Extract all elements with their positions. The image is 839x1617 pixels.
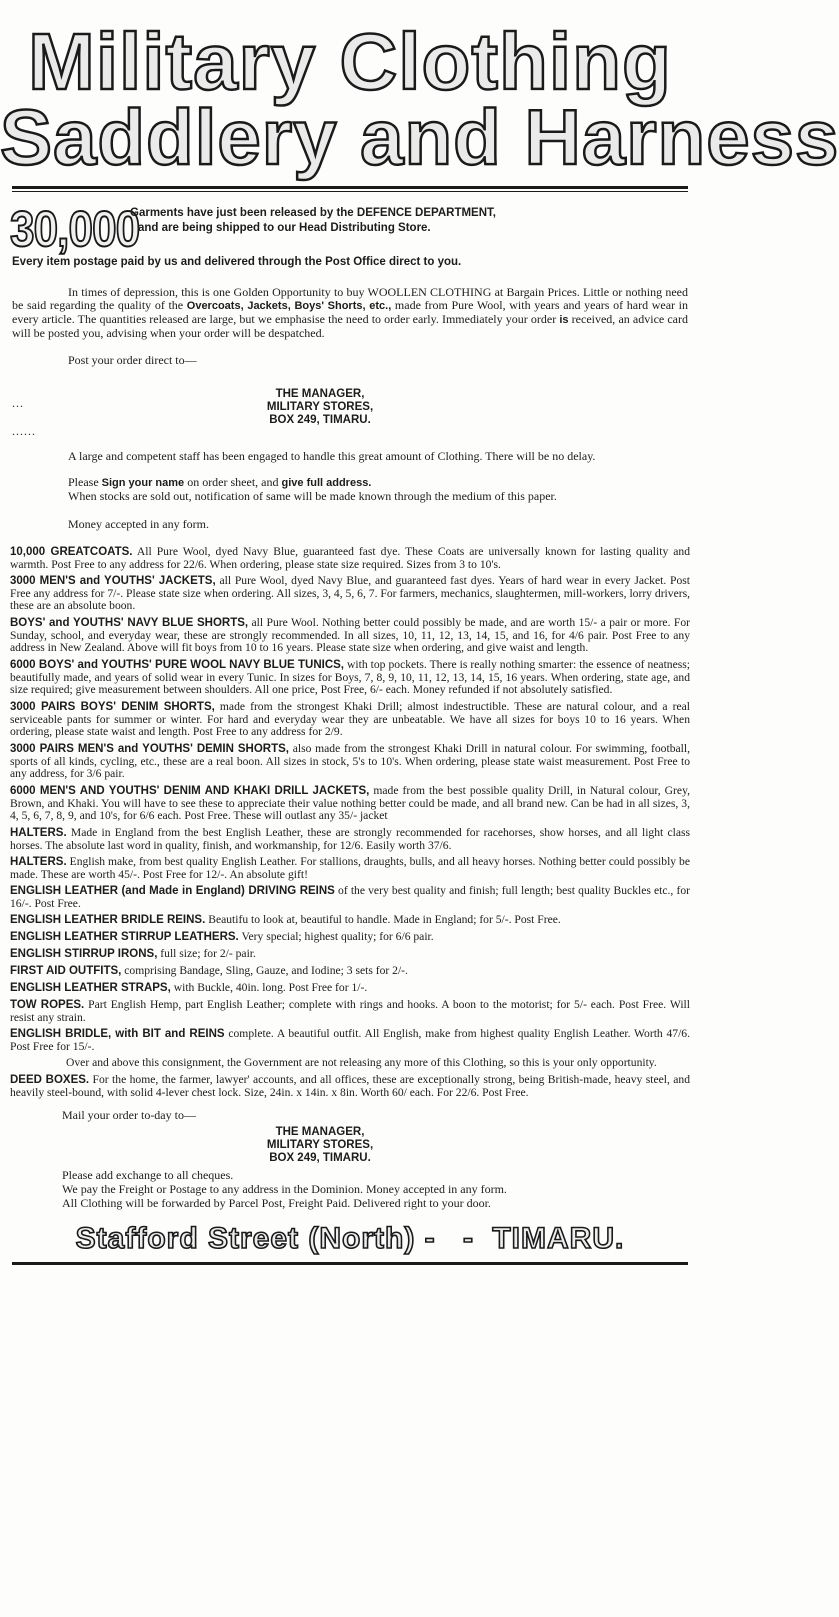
item-text: Very special; highest quality; for 6/6 pair. xyxy=(241,930,434,943)
item-lead: 10,000 GREATCOATS. xyxy=(10,546,133,558)
item-entry xyxy=(10,982,690,995)
item-lead: ENGLISH LEATHER BRIDLE REINS. xyxy=(10,914,206,926)
item-entry xyxy=(10,701,690,739)
address-2-line-3: BOX 249, TIMARU. xyxy=(269,1152,371,1164)
sign-bold-2: give full address. xyxy=(281,477,372,489)
item-text: Part English Hemp, part English Leather; complete with rings and hooks. A boon to the motorist; for 5/- each. Post Free. Will resist any strain. xyxy=(10,998,690,1024)
headline-line-1: Military Clothing xyxy=(28,17,672,106)
footer-town: TIMARU. xyxy=(492,1222,625,1255)
header-rule-thin xyxy=(12,191,688,192)
item-entry xyxy=(10,659,690,697)
sign-text-b: on order sheet, and xyxy=(187,475,279,489)
item-entry xyxy=(10,575,690,613)
address-block-2 xyxy=(170,1126,470,1165)
item-lead: ENGLISH LEATHER (and Made in England) DRIVING REINS xyxy=(10,885,335,897)
address-block-1 xyxy=(170,388,470,427)
stocks-paragraph: When stocks are sold out, notification of same will be made known through the medium of this paper. xyxy=(68,489,557,503)
footer-street: Stafford Street (North) xyxy=(75,1222,416,1255)
address-1-line-2: MILITARY STORES, xyxy=(266,401,374,413)
item-text: English make, from best quality English Leather. For stallions, draughts, bulls, and all heavy horses. Nothing better could possibly be made. These are worth 45/-. Post Free for 12/-. An absolute gift! xyxy=(10,855,690,881)
item-text: made from the best possible quality Drill, in Natural colour, Grey, Brown, and Khaki. You will have to see these to appreciate their value nothing better could be made, and all brand new. Can be had in all sizes, 3, 4, 5, 6, 7, 8, 9, and 10's, for 6/6 each. Post Free. These will outlast any 35/- jacket xyxy=(10,784,691,823)
item-entry xyxy=(10,1074,690,1099)
garments-line-1: Garments have just been released by the DEFENCE DEPARTMENT, xyxy=(130,207,496,219)
item-entry xyxy=(10,885,690,910)
item-text: Beautifu to look at, beautiful to handle. Made in England; for 5/-. Post Free. xyxy=(208,913,561,926)
item-lead: ENGLISH LEATHER STIRRUP LEATHERS. xyxy=(10,931,239,943)
sign-bold-1: Sign your name xyxy=(101,477,185,489)
item-lead: ENGLISH BRIDLE, with BIT and REINS xyxy=(10,1028,225,1040)
item-entry xyxy=(10,617,690,655)
footer-address xyxy=(0,1224,700,1254)
item-text: also made from the strongest Khaki Drill in natural colour. For swimming, football, sports of all kinds, cycling, etc., these are a real boon. All sizes in stock, 5's to 10's. When ordering, please state waist measurement. Post Free to any address, for 3/6 pair. xyxy=(10,742,690,781)
address-1-line-1: THE MANAGER, xyxy=(275,388,365,400)
item-lead: 3000 MEN'S and YOUTHS' JACKETS, xyxy=(10,575,216,587)
item-entry xyxy=(10,546,690,571)
item-lead: 3000 PAIRS MEN'S and YOUTHS' DEMIN SHORTS, xyxy=(10,743,290,755)
money-line: Money accepted in any form. xyxy=(68,517,209,531)
item-lead: ENGLISH LEATHER STRAPS, xyxy=(10,982,171,994)
item-text: with Buckle, 40in. long. Post Free for 1/-. xyxy=(173,981,368,994)
item-entry xyxy=(10,948,690,961)
item-text: full size; for 2/- pair. xyxy=(160,947,256,960)
item-text: All Pure Wool, dyed Navy Blue, guaranteed fast dye. These Coats are universally known for lasting quality and warmth. Post Free to any address for 22/6. When ordering, please state size required. Sizes from 3 to 10's. xyxy=(10,545,690,571)
item-text: all Pure Wool, dyed Navy Blue, and guaranteed fast dyes. Years of hard wear in every Jacket. Post Free any address for 7/-. Please state size when ordering. All sizes, 3, 4, 5, 6, 7. For farmers, mechanics, slaughtermen, mill-workers, lorry drivers, these are an absolute boon. xyxy=(10,574,690,613)
intro-bold-b: is xyxy=(559,314,569,326)
address-1-line-3: BOX 249, TIMARU. xyxy=(269,414,371,426)
staff-paragraph: A large and competent staff has been engaged to handle this great amount of Clothing. There will be no delay. xyxy=(68,449,596,463)
item-lead: FIRST AID OUTFITS, xyxy=(10,965,122,977)
item-lead: 6000 MEN'S AND YOUTHS' DENIM AND KHAKI DRILL JACKETS, xyxy=(10,785,370,797)
item-text: of the very best quality and finish; full length; best quality Buckles etc., for 16/-. Post Free. xyxy=(10,884,691,910)
item-lead: 3000 PAIRS BOYS' DENIM SHORTS, xyxy=(10,701,215,713)
intro-text-b: made from Pure Wool, with years and years of hard wear in every article. The quantities released are large, but we emphasise the need to order early. Immediately your order xyxy=(12,298,689,326)
intro-paragraph xyxy=(12,286,688,340)
freight-line: We pay the Freight or Postage to any address in the Dominion. Money accepted in any form. xyxy=(62,1182,507,1196)
garments-notice xyxy=(130,206,690,236)
item-lead: BOYS' and YOUTHS' NAVY BLUE SHORTS, xyxy=(10,617,249,629)
parcel-line: All Clothing will be forwarded by Parcel Post, Freight Paid. Delivered right to your door. xyxy=(62,1196,491,1210)
item-text: all Pure Wool. Nothing better could possibly be made, and are worth 15/- a pair or more. For Sunday, school, and everyday wear, these are strongly recommended. In all sizes, 10, 11, 12, 13, 14, 15, and 16, for 4/6 pair. Post Free to any address in New Zealand. Above will fit boys from 10 to 16 years. Please state size when ordering, and give waist and length. xyxy=(10,616,690,655)
item-lead: HALTERS. xyxy=(10,856,67,868)
item-entry xyxy=(10,743,690,781)
item-entry xyxy=(10,1057,690,1070)
garments-line-2: and are being shipped to our Head Distributing Store. xyxy=(138,222,431,234)
item-text: Made in England from the best English Leather, these are strongly recommended for racehorses, show horses, and all light class horses. The absolute last word in quality, finish, and workmanship, for 12/6. Easily worth 37/6. xyxy=(10,826,690,852)
dots-1: ... xyxy=(12,396,24,410)
intro-text-a: In times of depression, this is one Golden Opportunity to buy WOOLLEN CLOTHING at Bargain Prices. Little or nothing need be said regarding the quality of the xyxy=(12,285,688,312)
address-2-line-2: MILITARY STORES, xyxy=(266,1139,374,1151)
item-text: For the home, the farmer, lawyer' accounts, and all offices, these are exceptionally strong, being British-made, heavy steel, and heavily steel-bound, with solid 4-lever chest lock. Size, 24in. x 14in. x 8in. Worth 60/ each. For 22/6. Post Free. xyxy=(10,1073,691,1099)
garment-count: 30,000 xyxy=(10,201,140,257)
item-lead: DEED BOXES. xyxy=(10,1074,90,1086)
footer-rule xyxy=(12,1262,688,1265)
item-lead: TOW ROPES. xyxy=(10,999,85,1011)
item-lead: HALTERS. xyxy=(10,827,67,839)
item-entry xyxy=(10,856,690,881)
footer-dash: - - xyxy=(424,1222,483,1255)
item-text: made from the strongest Khaki Drill; almost indestructible. These are natural colour, and a real serviceable pants for summer or winter. For hard and everyday wear they are unbeatable. We have all sizes for boys 10 to 16 years. When ordering, please state waist and length. Post Free to any address for 2/9. xyxy=(10,700,690,739)
item-entry xyxy=(10,914,690,927)
intro-bold-a: Overcoats, Jackets, Boys' Shorts, etc., xyxy=(186,300,392,312)
item-text: Over and above this consignment, the Government are not releasing any more of this Clothing, so this is your only opportunity. xyxy=(66,1056,657,1069)
item-entry xyxy=(10,965,690,978)
item-lead: 6000 BOYS' and YOUTHS' PURE WOOL NAVY BLUE TUNICS, xyxy=(10,659,344,671)
item-entry xyxy=(10,931,690,944)
item-entry xyxy=(10,999,690,1024)
item-text: comprising Bandage, Sling, Gauze, and Iodine; 3 sets for 2/-. xyxy=(124,964,408,977)
mail-order-line: Mail your order to-day to— xyxy=(62,1108,196,1122)
item-entry xyxy=(10,785,690,823)
item-lead: ENGLISH STIRRUP IRONS, xyxy=(10,948,158,960)
item-entry xyxy=(10,827,690,852)
header-rule xyxy=(12,186,688,189)
sign-name-line xyxy=(12,476,688,490)
postage-notice: Every item postage paid by us and delivered through the Post Office direct to you. xyxy=(12,256,462,268)
item-text: with top pockets. There is really nothing smarter: the essence of neatness; beautifully made, and years of solid wear in every Tunic. In sizes for Boys, 7, 8, 9, 10, 11, 12, 13, 14, 15, 16 years. When ordering, state age, and size required; give measurement between shoulders. All one price, Post Free, 6/- each. Money refunded if not absolutely satisfied. xyxy=(10,658,690,697)
sign-text-a: Please xyxy=(68,475,99,489)
item-text: complete. A beautiful outfit. All English, make from highest quality English Leather. Worth 47/6. Post Free for 15/-. xyxy=(10,1027,691,1053)
post-order-line: Post your order direct to— xyxy=(68,353,197,367)
item-entry xyxy=(10,1028,690,1053)
headline-line-2: Saddlery and Harness xyxy=(0,93,839,181)
address-2-line-1: THE MANAGER, xyxy=(275,1126,365,1138)
intro-text-c: received, an advice card will be posted you, advising when your order will be despatched. xyxy=(12,312,689,340)
exchange-line: Please add exchange to all cheques. xyxy=(62,1168,234,1182)
dots-2: ...... xyxy=(12,424,36,438)
